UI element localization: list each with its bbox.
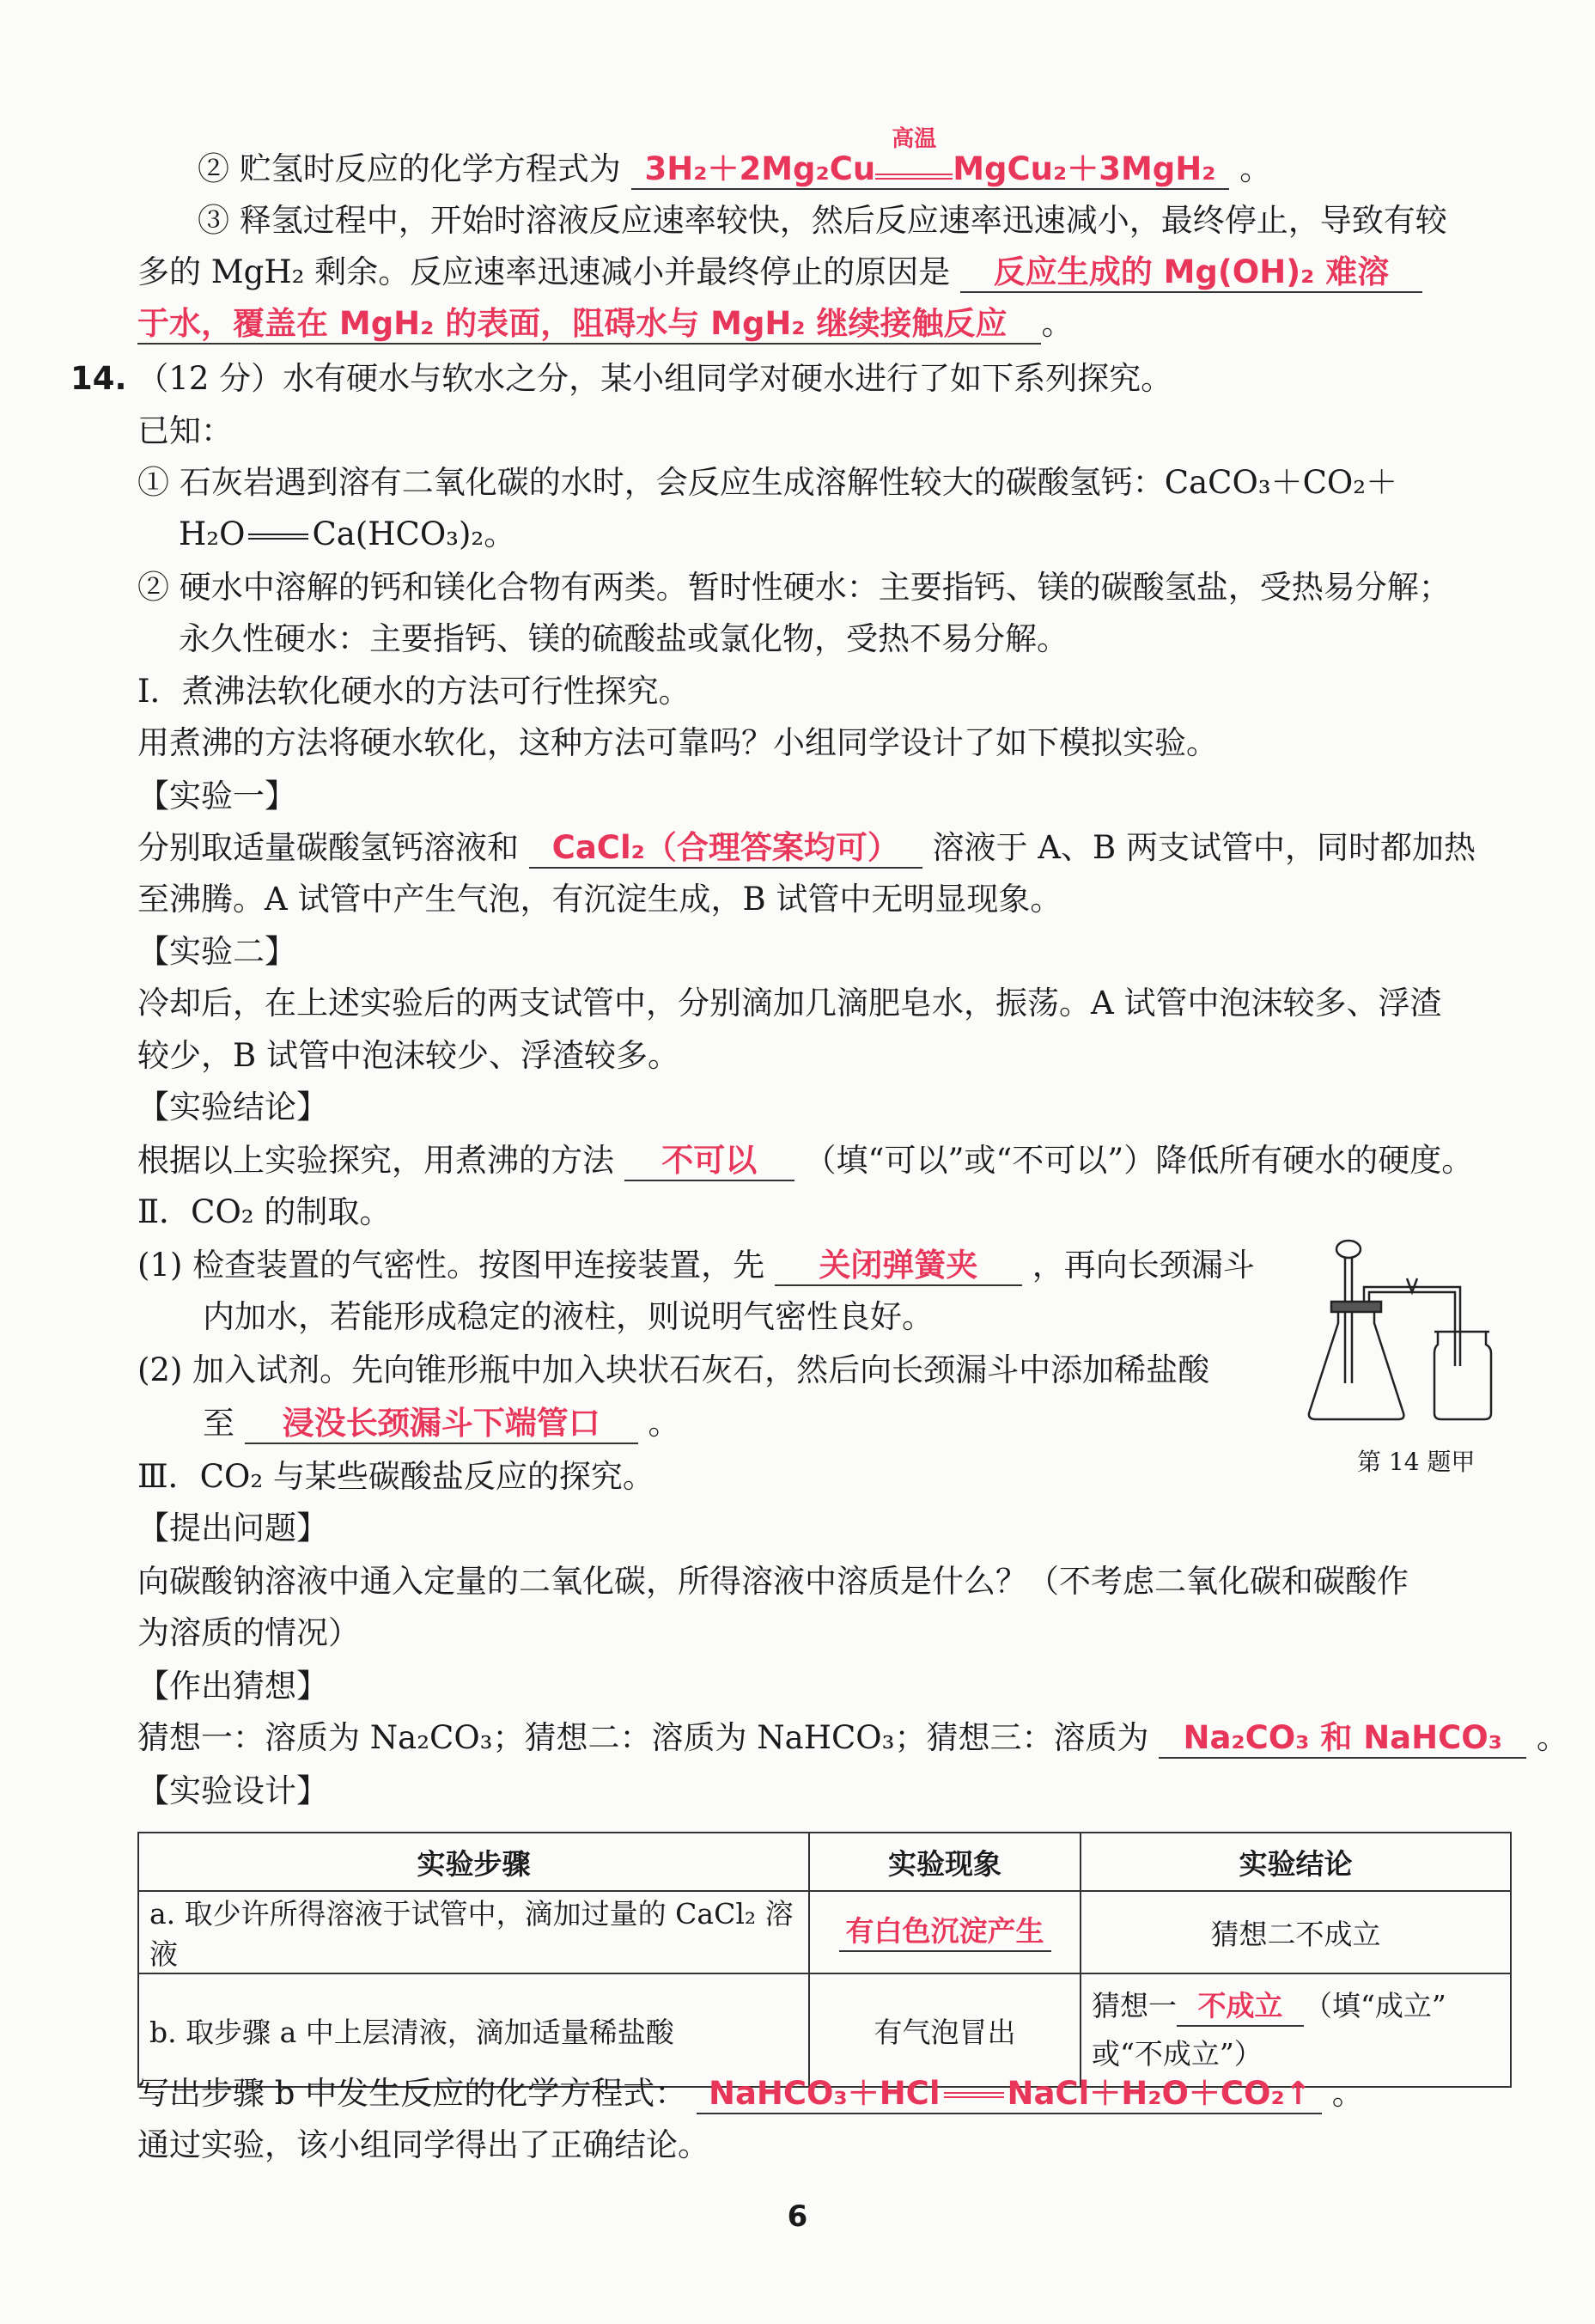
table-header-row	[138, 1833, 1511, 1891]
hypothesis-title: 【作出猜想】	[137, 1668, 328, 1705]
table-header: 实验步骤	[138, 1833, 809, 1891]
section2-title: Ⅱ．CO₂ 的制取。	[137, 1193, 392, 1230]
q13-part3-line1: ③ 释氢过程中，开始时溶液反应速率较快，然后反应速率迅速减小，最终停止，导致有较	[198, 202, 1447, 239]
s2-part2-line1: (2) 加入试剂。先向锥形瓶中加入块状石灰石，然后向长颈漏斗中添加稀盐酸	[137, 1351, 1210, 1388]
apparatus-figure	[1306, 1237, 1520, 1435]
table-cell: b. 取步骤 a 中上层清液，滴加适量稀盐酸	[138, 1973, 809, 2087]
exp1-title: 【实验一】	[137, 778, 296, 814]
table-cell: 有气泡冒出	[809, 1973, 1081, 2087]
q14-intro: 14. （12 分）水有硬水与软水之分，某小组同学对硬水进行了如下系列探究。	[70, 360, 1173, 397]
table-row	[138, 1973, 1511, 2087]
exp2-line2: 较少，B 试管中泡沫较少、浮渣较多。	[137, 1037, 679, 1074]
table-header: 实验现象	[809, 1833, 1081, 1891]
table-cell: 猜想二不成立	[1081, 1891, 1511, 1973]
exp1-line2: 至沸腾。A 试管中产生气泡，有沉淀生成，B 试管中无明显现象。	[137, 881, 1062, 918]
conclusion-line: 根据以上实验探究，用煮沸的方法 不可以 （填“可以”或“不可以”）降低所有硬水的硬度。	[137, 1139, 1473, 1182]
s2-part2-line2: 至 浸没长颈漏斗下端管口 。	[203, 1402, 680, 1445]
q14-known2-line2: 永久性硬水：主要指钙、镁的硫酸盐或氯化物，受热不易分解。	[179, 620, 1068, 657]
q13-part3-line2: 多的 MgH₂ 剩余。反应速率迅速减小并最终停止的原因是 反应生成的 Mg(OH)₂ 难溶	[137, 251, 1422, 294]
q13-part3-answer-a: 反应生成的 Mg(OH)₂ 难溶	[960, 253, 1422, 293]
page-number: 6	[787, 2199, 808, 2234]
q14-known: 已知：	[137, 412, 233, 449]
q13-part3-line3: 于水，覆盖在 MgH₂ 的表面，阻碍水与 MgH₂ 继续接触反应 。	[137, 302, 1073, 345]
q13-part2-answer: 3H₂＋2Mg₂Cu 高温 MgCu₂＋3MgH₂	[631, 150, 1230, 190]
question-number: 14.	[70, 360, 127, 397]
design-title: 【实验设计】	[137, 1772, 328, 1809]
conclusion-answer: 不可以	[624, 1142, 794, 1181]
s2-part1-line1: (1) 检查装置的气密性。按图甲连接装置，先 关闭弹簧夹 ，再向长颈漏斗	[137, 1244, 1255, 1287]
section1-question: 用煮沸的方法将硬水软化，这种方法可靠吗？小组同学设计了如下模拟实验。	[137, 724, 1218, 761]
s2-part2-answer: 浸没长颈漏斗下端管口	[245, 1405, 638, 1444]
table-answer: 有白色沉淀产生	[839, 1912, 1051, 1952]
table-answer: 不成立	[1177, 1987, 1304, 2027]
question-line2: 为溶质的情况）	[137, 1614, 360, 1651]
figure-caption: 第 14 题甲	[1357, 1448, 1476, 1476]
q13-part2: ② 贮氢时反应的化学方程式为 3H₂＋2Mg₂Cu 高温 MgCu₂＋3MgH₂ 。	[198, 148, 1271, 191]
q14-known2-line1: ② 硬水中溶解的钙和镁化合物有两类。暂时性硬水：主要指钙、镁的碳酸氢盐，受热易分解；	[137, 569, 1451, 606]
experiment-table	[137, 1832, 1512, 2088]
s2-part1-line2: 内加水，若能形成稳定的液柱，则说明气密性良好。	[203, 1298, 934, 1335]
section3-title: Ⅲ．CO₂ 与某些碳酸盐反应的探究。	[137, 1458, 654, 1495]
reaction-condition: 高温	[892, 126, 937, 152]
equation-answer: NaHCO₃＋HCl NaCl＋H₂O＋CO₂↑	[697, 2075, 1322, 2114]
equal-sign	[248, 534, 308, 540]
exp1-answer: CaCl₂（合理答案均可）	[529, 829, 922, 869]
exp1-line1: 分别取适量碳酸氢钙溶液和 CaCl₂（合理答案均可） 溶液于 A、B 两支试管中，同时都加热	[137, 827, 1476, 869]
q13-part3-answer-b: 于水，覆盖在 MgH₂ 的表面，阻碍水与 MgH₂ 继续接触反应	[137, 305, 1041, 345]
table-cell: a. 取少许所得溶液于试管中，滴加过量的 CaCl₂ 溶液	[138, 1891, 809, 1973]
conclusion-title: 【实验结论】	[137, 1089, 328, 1125]
hypothesis-answer: Na₂CO₃ 和 NaHCO₃	[1159, 1719, 1526, 1759]
exp2-line1: 冷却后，在上述实验后的两支试管中，分别滴加几滴肥皂水，振荡。A 试管中泡沫较多、浮渣	[137, 985, 1442, 1022]
question-line1: 向碳酸钠溶液中通入定量的二氧化碳，所得溶液中溶质是什么？（不考虑二氧化碳和碳酸作	[137, 1563, 1409, 1600]
question-title: 【提出问题】	[137, 1510, 328, 1546]
hypothesis-line: 猜想一：溶质为 Na₂CO₃；猜想二：溶质为 NaHCO₃；猜想三：溶质为 Na₂CO₃ 和 NaHCO₃ 。	[137, 1717, 1568, 1760]
q14-known1-line1: ① 石灰岩遇到溶有二氧化碳的水时，会反应生成溶解性较大的碳酸氢钙：CaCO₃＋CO₂＋	[137, 464, 1398, 501]
table-cell	[809, 1891, 1081, 1973]
table-row	[138, 1891, 1511, 1973]
q14-known1-line2: H₂O Ca(HCO₃)₂。	[179, 515, 516, 552]
final-line: 通过实验，该小组同学得出了正确结论。	[137, 2126, 709, 2163]
exp2-title: 【实验二】	[137, 933, 296, 970]
q13-part2-text: ② 贮氢时反应的化学方程式为	[198, 150, 621, 187]
s2-part1-answer: 关闭弹簧夹	[775, 1247, 1022, 1286]
section1-title: Ⅰ．煮沸法软化硬水的方法可行性探究。	[137, 673, 691, 710]
table-header: 实验结论	[1081, 1833, 1511, 1891]
equation-line: 写出步骤 b 中发生反应的化学方程式： NaHCO₃＋HCl NaCl＋H₂O＋CO₂↑ 。	[137, 2072, 1364, 2115]
table-cell: 猜想一 不成立 （填“成立” 或“不成立”）	[1081, 1973, 1511, 2087]
apparatus-drawing	[1309, 1241, 1491, 1419]
